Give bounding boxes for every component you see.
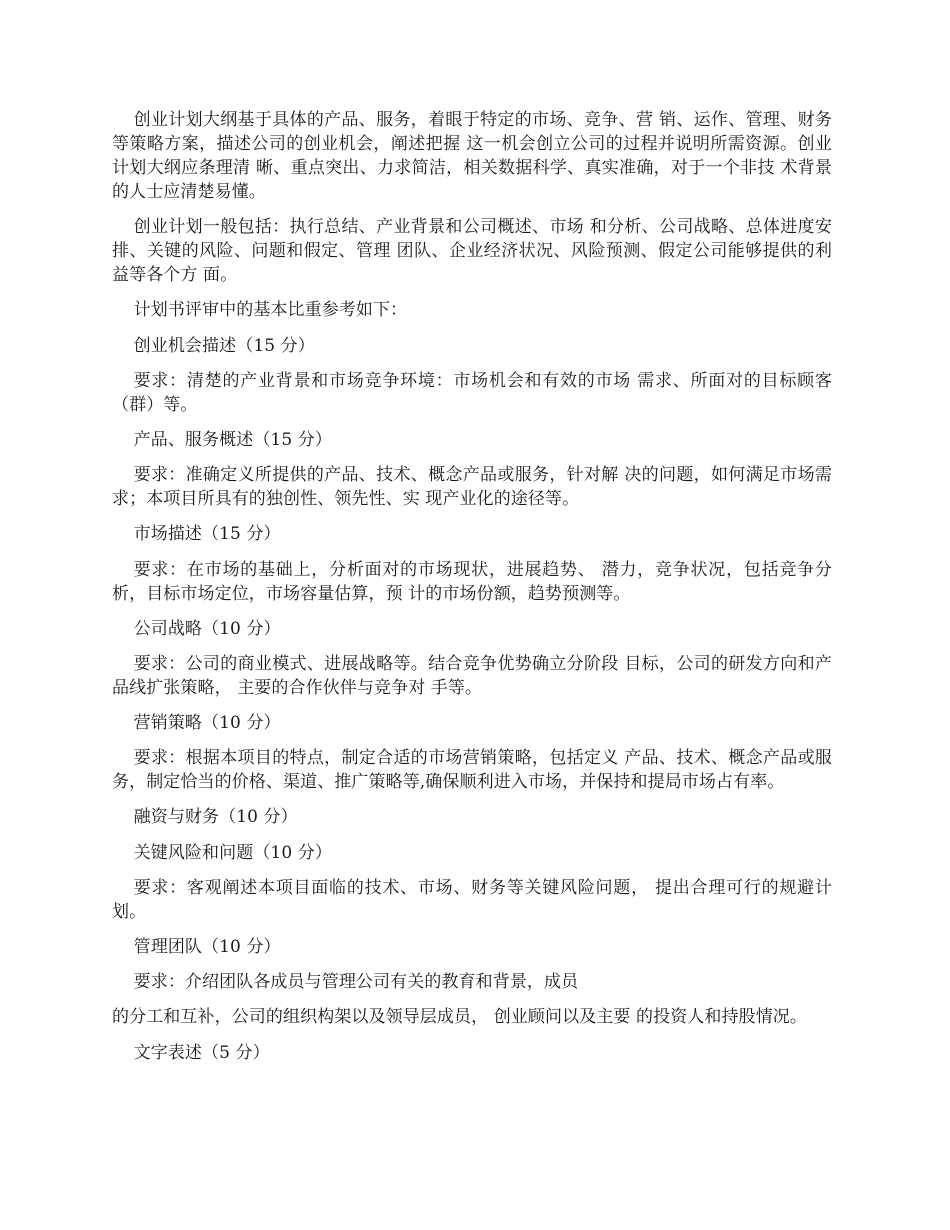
section-heading-team: 管理团队（10 分）	[133, 937, 281, 957]
paragraph-team-requirement-continued: 的分工和互补，公司的组织构架以及领导层成员， 创业顾问以及主要 的投资人和持股情况。	[112, 1007, 808, 1028]
paragraph-market-requirement: 要求：在市场的基础上，分析面对的市场现状，进展趋势、 潜力，竞争状况，包括竞争分析，目标市场定位，市场容量估算，预 计的市场份额，趋势预测等。	[112, 559, 832, 604]
section-heading-risks: 关键风险和问题（10 分）	[133, 842, 332, 863]
paragraph-opportunity-requirement: 要求：清楚的产业背景和市场竞争环境：市场机会和有效的市场 需求、所面对的目标顾客（群）等。	[112, 370, 832, 415]
paragraph-weights-intro: 计划书评审中的基本比重参考如下：	[133, 300, 408, 321]
paragraph-team-requirement: 要求：介绍团队各成员与管理公司有关的教育和背景，成员	[133, 972, 579, 993]
paragraph-risks-requirement: 要求：客观阐述本项目面临的技术、市场、财务等关键风险问题， 提出合理可行的规避计划。	[112, 877, 832, 922]
paragraph-product-requirement: 要求：准确定义所提供的产品、技术、概念产品或服务，针对解 决的问题，如何满足市场需求；本项目所具有的独创性、领先性、实 现产业化的途径等。	[112, 465, 832, 510]
paragraph-intro: 创业计划大纲基于具体的产品、服务，着眼于特定的市场、竞争、营 销、运作、管理、财务等策略方案，描述公司的创业机会，阐述把握 这一机会创立公司的过程并说明所需资源。创业计划大纲应条理清 晰、重点突出、力求简洁，相关数据科学、真实准确，对于一个非技 术背景的人士应清楚易懂。	[112, 110, 832, 202]
section-heading-opportunity: 创业机会描述（15 分）	[133, 335, 315, 356]
section-heading-product-service: 产品、服务概述（15 分）	[133, 429, 332, 450]
section-heading-market: 市场描述（15 分）	[133, 524, 281, 545]
paragraph-contents-overview: 创业计划一般包括：执行总结、产业背景和公司概述、市场 和分析、公司战略、总体进度安排、关键的风险、问题和假定、管理 团队、企业经济状况、风险预测、假定公司能够提供的利益等各个方 面。	[112, 217, 832, 286]
section-heading-marketing: 营销策略（10 分）	[133, 713, 281, 734]
section-heading-finance: 融资与财务（10 分）	[133, 807, 298, 828]
document-body	[112, 108, 832, 1076]
paragraph-strategy-requirement: 要求：公司的商业模式、进展战略等。结合竞争优势确立分阶段 目标，公司的研发方向和产品线扩张策略， 主要的合作伙伴与竞争对 手等。	[112, 653, 832, 698]
section-heading-strategy: 公司战略（10 分）	[133, 618, 281, 639]
section-heading-writing: 文字表述（5 分）	[133, 1042, 270, 1063]
paragraph-marketing-requirement: 要求：根据本项目的特点，制定合适的市场营销策略，包括定义 产品、技术、概念产品或服务，制定恰当的价格、渠道、推广策略等,确保顺利进入市场，并保持和提局市场占有率。	[112, 748, 832, 793]
